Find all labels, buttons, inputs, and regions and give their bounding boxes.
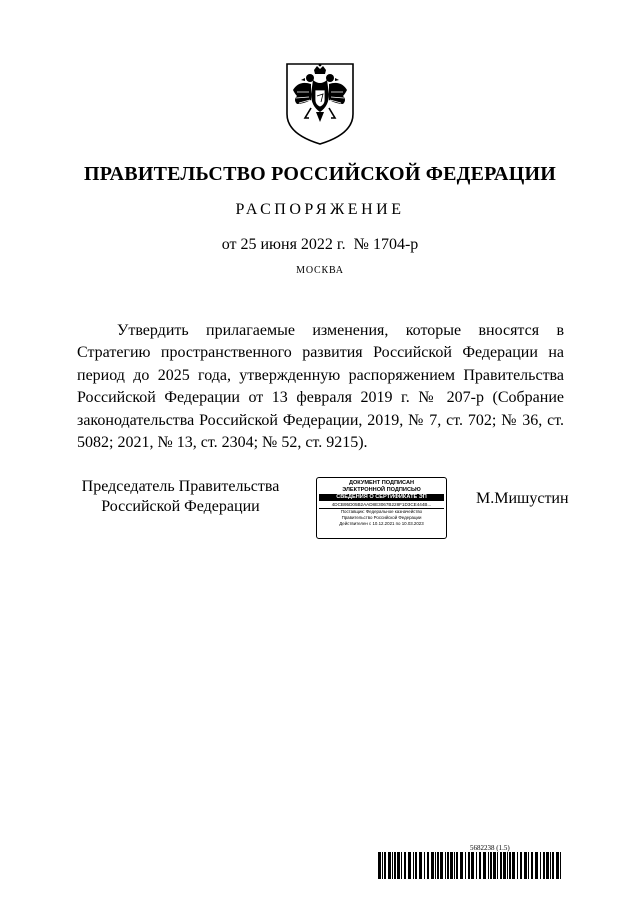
government-title: ПРАВИТЕЛЬСТВО РОССИЙСКОЙ ФЕДЕРАЦИИ (84, 163, 556, 185)
document-date-number: от 25 июня 2022 г. № 1704-р (221, 236, 419, 253)
signatory-position (78, 477, 283, 517)
electronic-signature-stamp (316, 477, 447, 539)
stamp-line-1: ДОКУМЕНТ ПОДПИСАН (348, 480, 415, 486)
barcode-icon (378, 852, 564, 879)
position-line-2: Российской Федерации (101, 498, 260, 515)
city: МОСКВА (296, 265, 344, 276)
coat-of-arms-icon (283, 60, 357, 146)
barcode-number: 5682238 (1.5) (470, 844, 510, 852)
stamp-issuer-1: Поставщик: Федеральное казначейство (340, 509, 423, 514)
order-text: Утвердить прилагаемые изменения, которые вносятся в Стратегию пространственного развития Российской Федерации на период до 2025 года, утвержденную распоряжением Правительства Российской Федерации от 13 февраля 2019 г. № 207-р (Собрание законодательства Российской Федерации, 2019, № 7, ст. 702; № 36, ст. 5082; 2021, № 13, ст. 2304; № 52, ст. 9215). (77, 322, 564, 452)
stamp-certificate-hash: 4DCB95D05B2AAD8E3067B228F1D3CE444B... (319, 501, 444, 509)
stamp-line-2: ЭЛЕКТРОННОЙ ПОДПИСЬЮ (342, 487, 421, 493)
stamp-certificate-bar: СВЕДЕНИЯ О СЕРТИФИКАТЕ ЭП (319, 494, 444, 501)
document-type: РАСПОРЯЖЕНИЕ (235, 201, 405, 218)
signatory-name: М.Мишустин (476, 490, 569, 507)
stamp-validity: Действителен с 10.12.2021 по 10.03.2023 (339, 521, 424, 526)
stamp-issuer-2: Правительство Российской Федерации (341, 515, 422, 520)
position-line-1: Председатель Правительства (81, 478, 280, 495)
